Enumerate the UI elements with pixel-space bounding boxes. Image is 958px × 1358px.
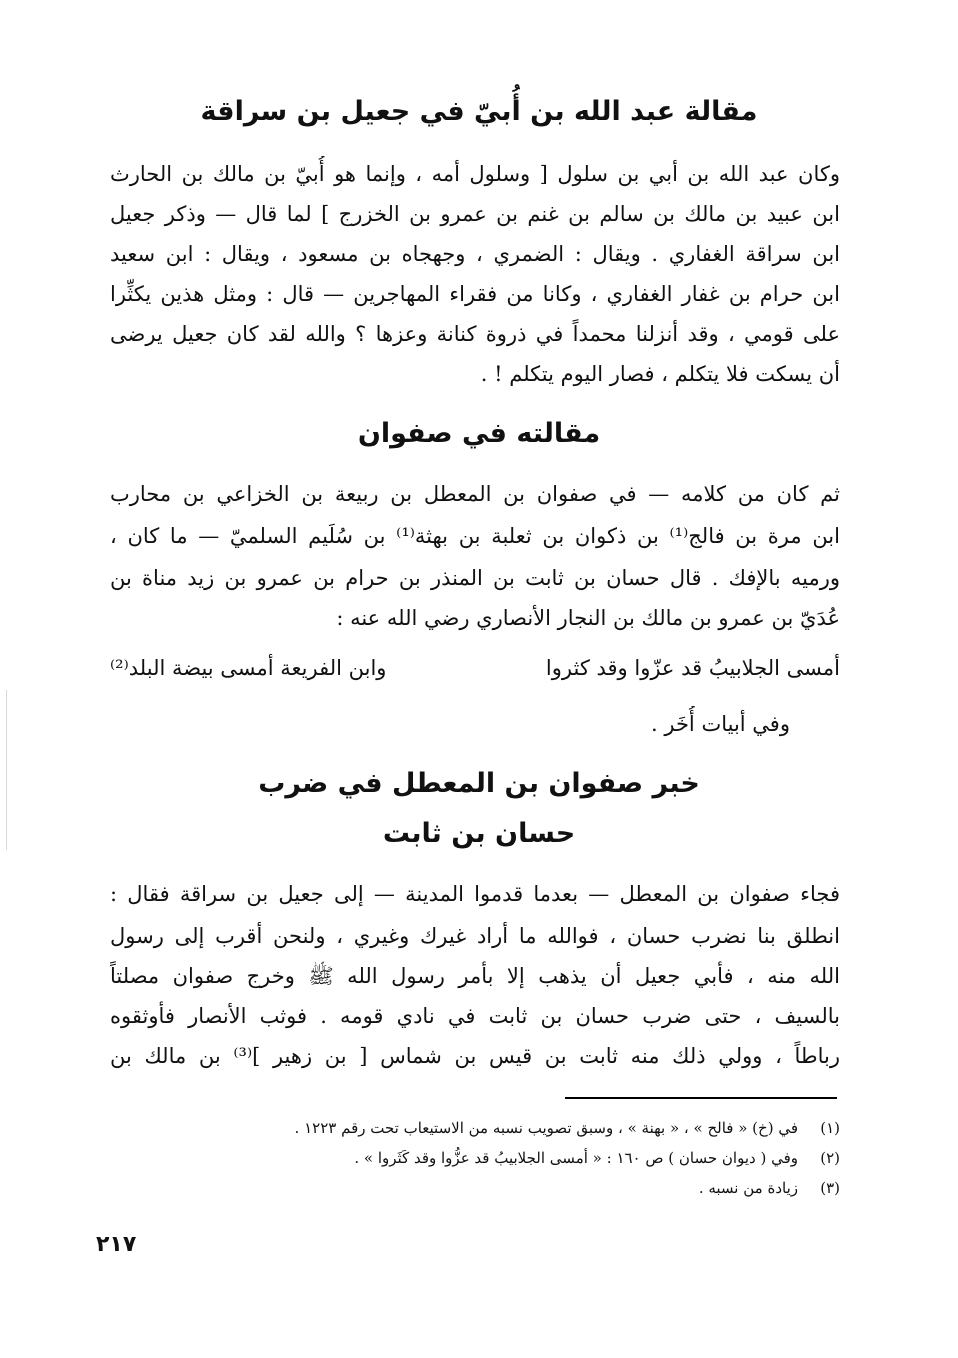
page-number: ٢١٧ [96,1232,137,1257]
paragraph-line: ابن عبيد بن مالك بن سالم بن غنم بن عمرو بن الخزرج ] لما قال — وذكر جعيل [110,202,840,226]
poetry-verse [110,650,840,686]
footnote-text: وفي ( ديوان حسان ) ص ١٦٠ : « أمسى الجلابيبُ قد عزُّوا وقد كَثَروا » . [354,1149,798,1167]
paragraph-line: انطلق بنا نضرب حسان ، فوالله ما أراد غيرك وغيري ، ولنحن أقرب إلى رسول [110,924,840,948]
paragraph-line: عُدَيّ بن عمرو بن مالك بن النجار الأنصاري رضي الله عنه : [336,606,840,630]
footnote-number: (٢) [820,1149,840,1167]
section-heading-3-line-1: خبر صفوان بن المعطل في ضرب [258,768,700,799]
paragraph-line: فجاء صفوان بن المعطل — بعدما قدموا المدينة — إلى جعيل بن سراقة فقال : [110,882,840,906]
footnote-text: زيادة من نسبه . [698,1179,798,1197]
paragraph-line: الله منه ، فأبي جعيل أن يذهب إلا بأمر رسول الله ﷺ وخرج صفوان مصلتاً [110,964,840,988]
section-heading-1: مقالة عبد الله بن أُبيّ في جعيل بن سراقة [200,96,758,127]
footnote-text: في (خ) « فالح » ، « بهنة » ، وسبق تصويب نسبه من الاستيعاب تحت رقم ١٢٢٣ . [294,1119,798,1137]
paragraph-line: وكان عبد الله بن أبي بن سلول [ وسلول أمه ، وإنما هو أُبيّ بن مالك بن الحارث [110,162,840,186]
section-heading-2: مقالته في صفوان [357,418,601,449]
verse-first-hemistich: أمسى الجلابيبُ قد عزّوا وقد كثروا [545,656,840,680]
footnote-divider [565,1097,837,1099]
footnote-3 [200,1176,840,1200]
paragraph-line: ابن مرة بن فالج⁽¹⁾ بن ذكوان بن ثعلبة بن بهثة⁽¹⁾ بن سُلَيم السلميّ — ما كان ، [110,524,840,548]
footnote-1 [200,1116,840,1140]
paragraph-line: على قومي ، وقد أنزلنا محمداً في ذروة كنانة وعزها ؟ والله لقد كان جعيل يرضى [110,322,840,346]
paragraph-line: بالسيف ، حتى ضرب حسان بن ثابت في نادي قومه . فوثب الأنصار فأوثقوه [110,1004,840,1028]
paragraph-line: ثم كان من كلامه — في صفوان بن المعطل بن ربيعة بن الخزاعي بن محارب [110,482,840,506]
paragraph-line: ابن سراقة الغفاري . ويقال : الضمري ، وجهجاه بن مسعود ، ويقال : ابن سعيد [110,242,840,266]
footnote-number: (١) [820,1119,840,1137]
paragraph-line: أن يسكت فلا يتكلم ، فصار اليوم يتكلم ! . [480,362,840,386]
footnote-2 [200,1146,840,1170]
paragraph-line: ابن حرام بن غفار الغفاري ، وكانا من فقراء المهاجرين — قال : ومثل هذين يكثِّرا [110,282,840,306]
footnote-number: (٣) [820,1179,840,1197]
verse-second-hemistich: وابن الفريعة أمسى بيضة البلد⁽²⁾ [110,656,387,680]
paragraph-line: ورميه بالإفك . قال حسان بن ثابت بن المنذر بن حرام بن عمرو بن زيد مناة بن [110,566,840,590]
paragraph-line: وفي أبيات أُخَر . [651,712,790,736]
section-heading-3-line-2: حسان بن ثابت [382,818,576,849]
paragraph-line: رباطاً ، وولي ذلك منه ثابت بن قيس بن شماس [ بن زهير ]⁽³⁾ بن مالك بن [110,1044,840,1068]
scan-edge-mark [6,690,7,850]
